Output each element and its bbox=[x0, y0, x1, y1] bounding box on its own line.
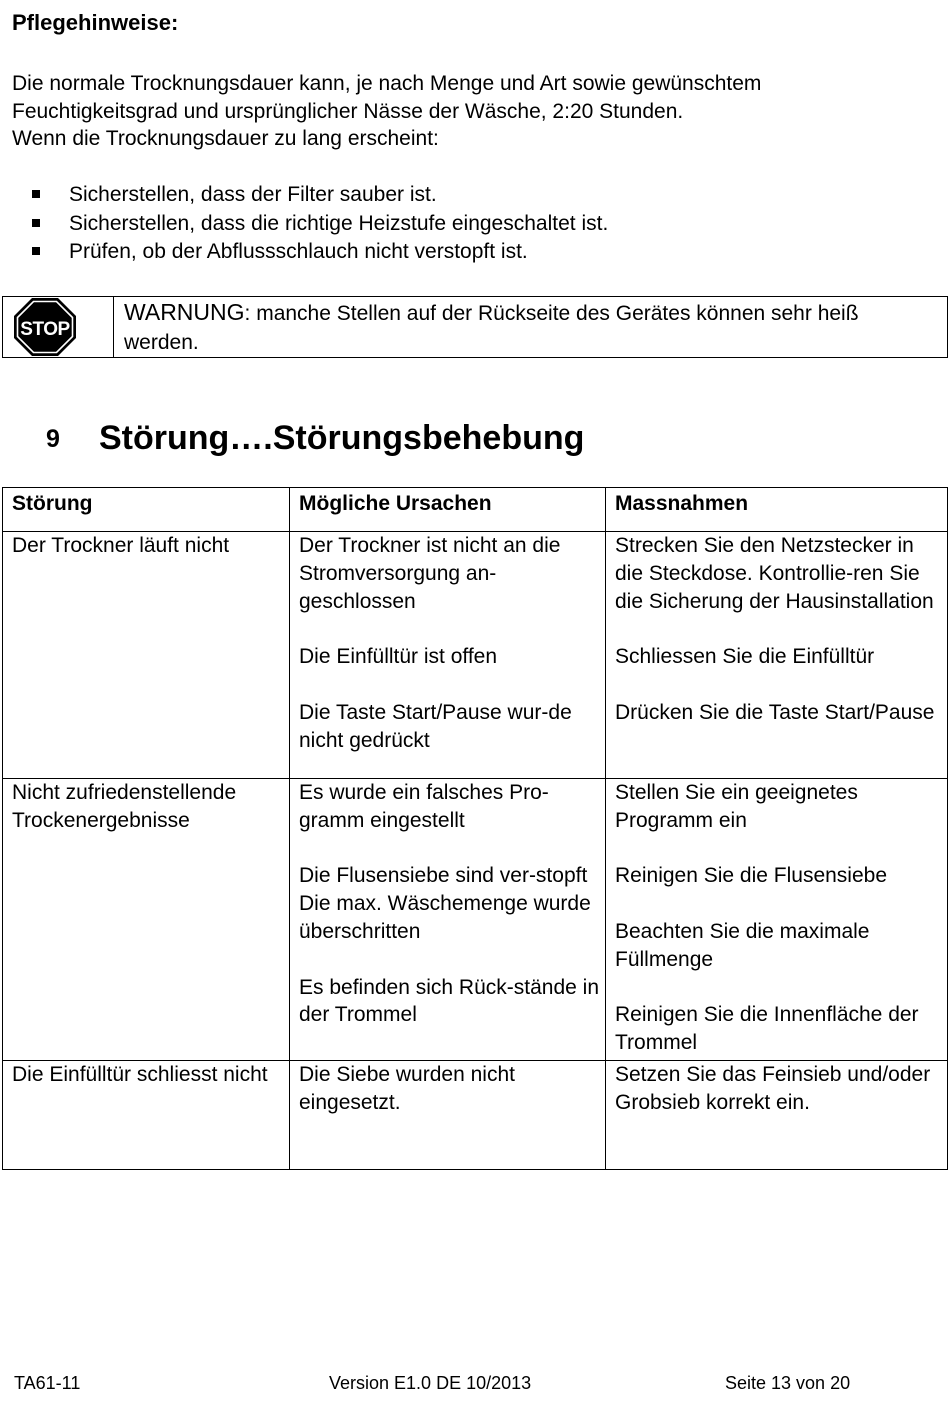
action-text: Reinigen Sie die Flusensiebe bbox=[615, 864, 888, 888]
fault-cell bbox=[3, 532, 290, 779]
cause-text: Die max. Wäschemenge wurde überschritten bbox=[299, 892, 591, 943]
bullet-item: Sicherstellen, dass der Filter sauber ist. bbox=[12, 181, 608, 210]
fault-cell bbox=[3, 1061, 290, 1170]
footer-version: Version E1.0 DE 10/2013 bbox=[329, 1373, 532, 1393]
fault-text: Nicht zufriedenstellende Trockenergebnisse bbox=[12, 781, 237, 832]
bullet-item: Sicherstellen, dass die richtige Heizstufe eingeschaltet ist. bbox=[12, 210, 608, 239]
section-title: Störung….Störungsbehebung bbox=[99, 419, 585, 457]
actions-cell bbox=[606, 1061, 948, 1170]
warning-icon-cell bbox=[3, 297, 114, 357]
warning-text bbox=[124, 298, 934, 357]
cause-text: Es befinden sich Rück-stände in der Trommel bbox=[299, 975, 599, 1027]
care-intro bbox=[12, 70, 932, 153]
actions-cell bbox=[606, 779, 948, 1061]
causes-cell bbox=[290, 779, 606, 1061]
section-number: 9 bbox=[46, 425, 60, 453]
footer-page-number: Seite 13 von 20 bbox=[725, 1373, 851, 1393]
bullet-item: Prüfen, ob der Abflussschlauch nicht verstopft ist. bbox=[12, 238, 608, 267]
table-row bbox=[3, 779, 948, 1061]
cause-text: Die Flusensiebe sind ver-stopft bbox=[299, 864, 588, 888]
care-bullet-list bbox=[12, 181, 608, 267]
column-header-actions: Massnahmen bbox=[606, 488, 948, 532]
cause-text: Der Trockner ist nicht an die Stromversorgung an-geschlossen bbox=[299, 534, 561, 613]
cause-text: Die Siebe wurden nicht eingesetzt. bbox=[299, 1063, 515, 1114]
footer-doc-id: TA61-11 bbox=[14, 1373, 81, 1393]
section-heading bbox=[46, 418, 584, 459]
causes-cell bbox=[290, 1061, 606, 1170]
cause-text: Es wurde ein falsches Pro-gramm eingestellt bbox=[299, 781, 549, 832]
actions-cell bbox=[606, 532, 948, 779]
stop-sign-icon bbox=[13, 297, 77, 357]
action-text: Stellen Sie ein geeignetes Programm ein bbox=[615, 781, 858, 832]
intro-line: Die normale Trocknungsdauer kann, je nach Menge und Art sowie gewünschtem bbox=[12, 72, 762, 95]
action-text: Beachten Sie die maximale Füllmenge bbox=[615, 919, 870, 971]
table-row bbox=[3, 532, 948, 779]
warning-box bbox=[2, 296, 948, 358]
warning-message: manche Stellen auf der Rückseite des Gerätes können sehr heiß werden. bbox=[124, 302, 859, 354]
fault-cell bbox=[3, 779, 290, 1061]
action-text: Drücken Sie die Taste Start/Pause bbox=[615, 700, 935, 724]
fault-text: Die Einfülltür schliesst nicht bbox=[12, 1063, 268, 1086]
table-row bbox=[3, 1061, 948, 1170]
action-text: Schliessen Sie die Einfülltür bbox=[615, 645, 875, 669]
stop-sign-text: STOP bbox=[20, 319, 70, 340]
column-header-fault: Störung bbox=[3, 488, 290, 532]
column-header-causes: Mögliche Ursachen bbox=[290, 488, 606, 532]
action-text: Strecken Sie den Netzstecker in die Steckdose. Kontrollie-ren Sie die Sicherung der Hausinstallation bbox=[615, 534, 934, 613]
warning-label: WARNUNG bbox=[124, 299, 245, 325]
intro-line: Feuchtigkeitsgrad und ursprünglicher Nässe der Wäsche, 2:20 Stunden. bbox=[12, 99, 684, 123]
fault-text: Der Trockner läuft nicht bbox=[12, 534, 230, 557]
troubleshooting-table bbox=[2, 487, 948, 1170]
table-header-row bbox=[3, 488, 948, 532]
intro-line: Wenn die Trocknungsdauer zu lang erscheint: bbox=[12, 127, 439, 150]
action-text: Reinigen Sie die Innenfläche der Trommel bbox=[615, 1003, 919, 1055]
action-text: Setzen Sie das Feinsieb und/oder Grobsieb korrekt ein. bbox=[615, 1063, 931, 1114]
cause-text: Die Taste Start/Pause wur-de nicht gedrückt bbox=[299, 700, 572, 752]
cause-text: Die Einfülltür ist offen bbox=[299, 645, 498, 669]
causes-cell bbox=[290, 532, 606, 779]
warning-separator: : bbox=[244, 302, 251, 325]
care-title: Pflegehinweise: bbox=[12, 10, 179, 35]
